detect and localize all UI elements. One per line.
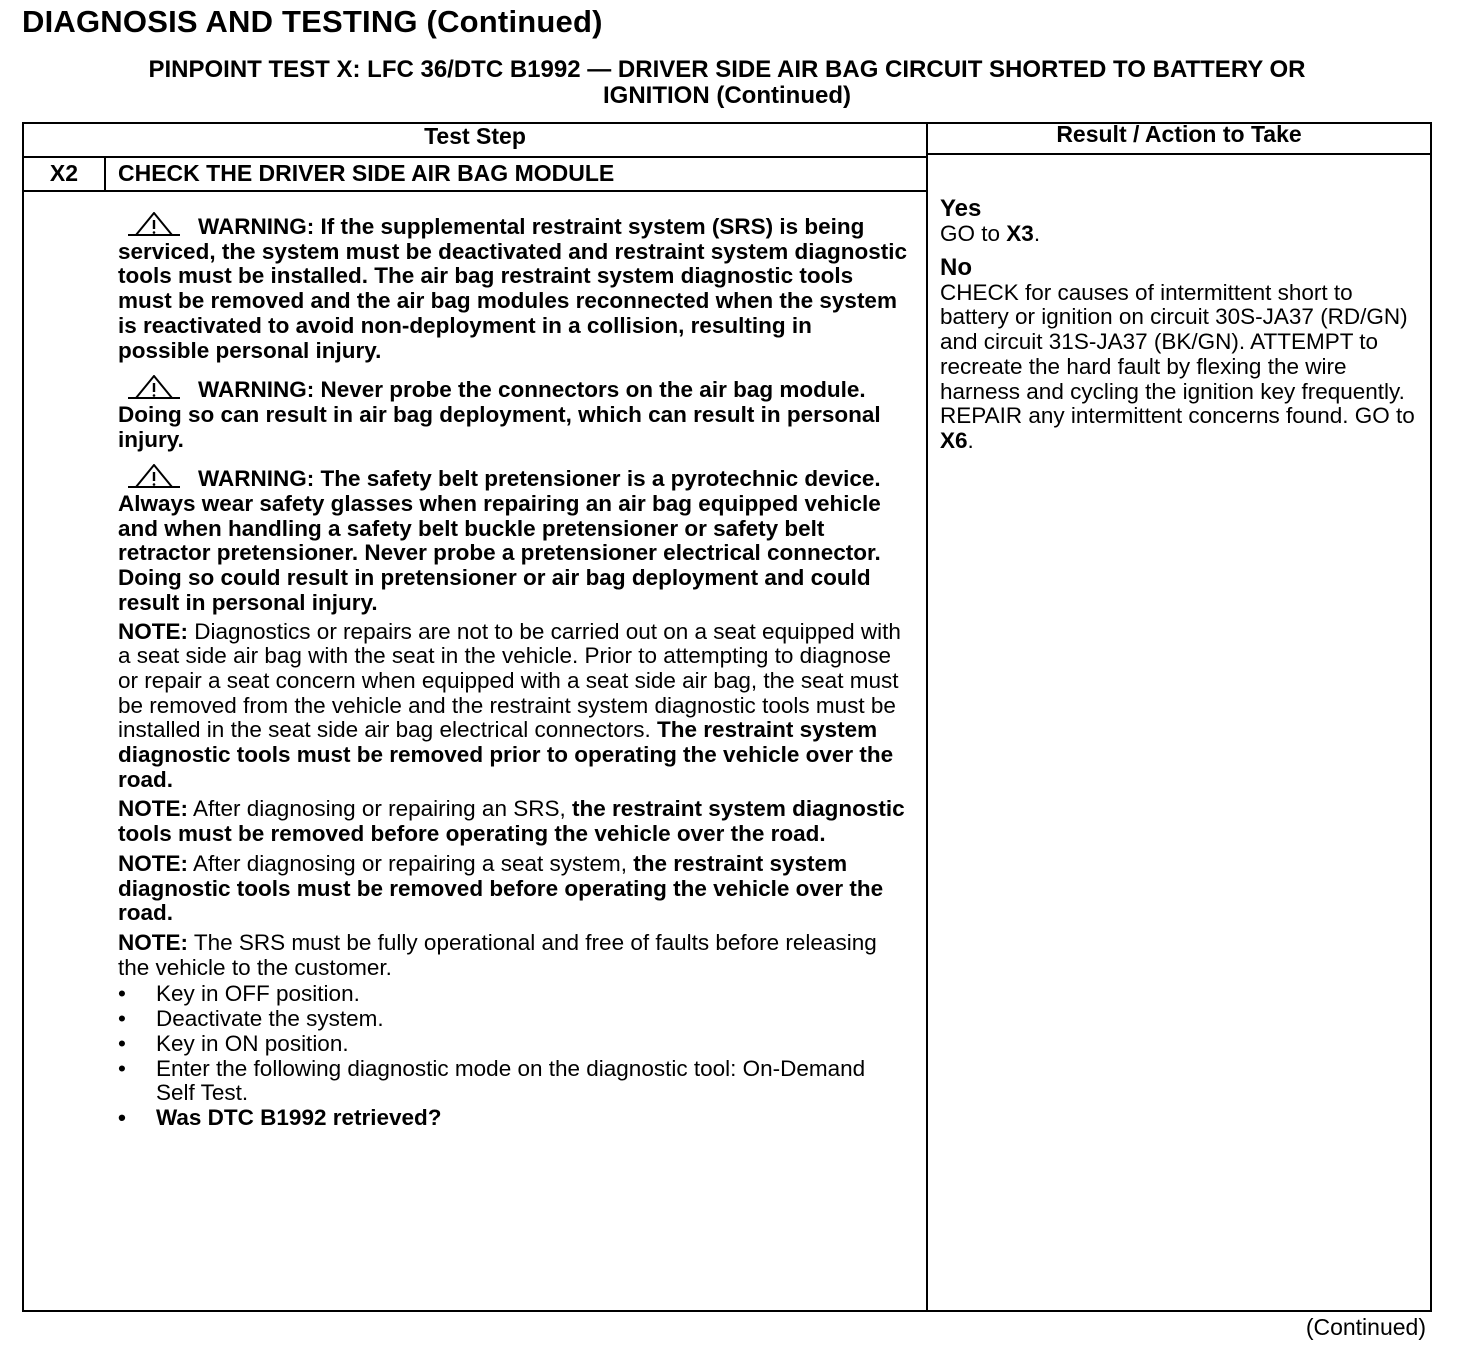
continued-footer: (Continued) (1305, 1314, 1426, 1340)
header-rule-left (22, 156, 928, 158)
warning-text: WARNING: The safety belt pretensioner is a pyrotechnic device. Always wear safety glasses when repairing an air bag equipped vehicle and when handling a safety belt buckle pretensioner or safety belt retractor pretensioner. Never probe a pretensioner electrical connector. Doing so could result in pretensioner or air bag deployment and could result in personal injury. (118, 466, 881, 615)
bullet-icon: • (118, 981, 126, 1007)
list-item (118, 1007, 908, 1032)
result-no-text: CHECK for causes of intermittent short to battery or ignition on circuit 30S-JA37 (RD/GN) and circuit 31S-JA37 (BK/GN). ATTEMPT to recreate the hard fault by flexing the wire harness and cycling the ignition key frequently. REPAIR any intermittent concerns found. GO to (940, 279, 1415, 429)
bullet-icon: • (118, 1104, 126, 1130)
result-no-suffix: . (967, 427, 974, 453)
pinpoint-test-title (22, 57, 1432, 109)
bullet-icon: • (118, 1055, 126, 1081)
note-emphasis: the restraint system diagnostic tools must be removed before operating the vehicle over the road. (118, 796, 905, 847)
list-item-question (118, 1106, 908, 1131)
warning-text: WARNING: Never probe the connectors on the air bag module. Doing so can result in air bag deployment, which can result in personal injury. (118, 377, 881, 452)
step-body (118, 212, 908, 1131)
goto-step-x3: X3 (1006, 221, 1034, 246)
page-heading: DIAGNOSIS AND TESTING (Continued) (22, 4, 603, 39)
bullet-icon: • (118, 1006, 126, 1032)
note-text: After diagnosing or repairing a seat system, (188, 850, 634, 876)
list-item-text: Enter the following diagnostic mode on the diagnostic tool: On-Demand Self Test. (156, 1055, 866, 1106)
list-item-text: Deactivate the system. (156, 1006, 384, 1032)
result-no-action (940, 281, 1424, 454)
list-item-text: Was DTC B1992 retrieved? (156, 1104, 442, 1130)
result-no-label: No (940, 253, 972, 281)
warning-srs-service (118, 212, 908, 363)
header-rule-right (926, 153, 1432, 155)
step-id-divider (104, 156, 106, 192)
list-item (118, 1057, 908, 1106)
note-emphasis: the restraint system diagnostic tools must be removed before operating the vehicle over the road. (118, 850, 884, 926)
result-yes-label: Yes (940, 195, 982, 222)
note-text: After diagnosing or repairing an SRS, (188, 796, 572, 822)
column-divider (926, 122, 928, 1312)
result-cell (940, 196, 1424, 462)
column-header-result: Result / Action to Take (1056, 121, 1302, 147)
note-label: NOTE: (118, 796, 188, 822)
result-yes-suffix: . (1033, 221, 1041, 246)
bullet-icon: • (118, 1030, 126, 1056)
step-actions-list (118, 982, 908, 1130)
result-yes-action (940, 222, 1424, 247)
column-header-test-step: Test Step (424, 123, 526, 149)
warning-triangle-icon (126, 464, 182, 488)
step-id: X2 (49, 160, 79, 186)
goto-step-x6: X6 (940, 427, 968, 453)
note-seat-side-air-bag (118, 620, 908, 793)
note-after-seat-system (118, 852, 908, 926)
warning-pretensioner (118, 464, 908, 615)
warning-text: WARNING: If the supplemental restraint system (SRS) is being serviced, the system must be deactivated and restraint system diagnostic tools must be installed. The air bag restraint system diagnostic tools must be removed and the air bag modules reconnected when the system is reactivated to avoid non-deployment in a collision, resulting in possible personal injury. (118, 214, 908, 363)
warning-triangle-icon (126, 212, 182, 236)
note-label: NOTE: (118, 929, 188, 955)
warning-probe-connectors (118, 375, 908, 452)
result-yes-text: GO to (940, 221, 1007, 246)
note-srs-operational (118, 931, 908, 980)
list-item (118, 982, 908, 1007)
note-emphasis: The restraint system diagnostic tools must be removed prior to operating the vehicle over the road. (118, 717, 894, 792)
step-row-rule (22, 190, 928, 192)
test-title-line-1: PINPOINT TEST X: LFC 36/DTC B1992 — DRIVER SIDE AIR BAG CIRCUIT SHORTED TO BATTERY OR (148, 56, 1306, 83)
note-label: NOTE: (118, 618, 188, 644)
note-after-srs (118, 797, 908, 846)
step-title: CHECK THE DRIVER SIDE AIR BAG MODULE (118, 160, 615, 186)
list-item (118, 1032, 908, 1057)
note-text: The SRS must be fully operational and free of faults before releasing the vehicle to the customer. (118, 929, 877, 980)
list-item-text: Key in ON position. (156, 1030, 349, 1056)
note-text: Diagnostics or repairs are not to be carried out on a seat equipped with a seat side air bag with the seat in the vehicle. Prior to attempting to diagnose or repair a seat concern when equipped with a seat side air bag, the seat must be removed from the vehicle and the restraint system diagnostic tools must be installed in the seat side air bag electrical connectors. (118, 618, 901, 743)
list-item-text: Key in OFF position. (156, 981, 360, 1007)
note-label: NOTE: (118, 850, 188, 876)
test-title-line-2: IGNITION (Continued) (603, 82, 851, 109)
warning-triangle-icon (126, 375, 182, 399)
